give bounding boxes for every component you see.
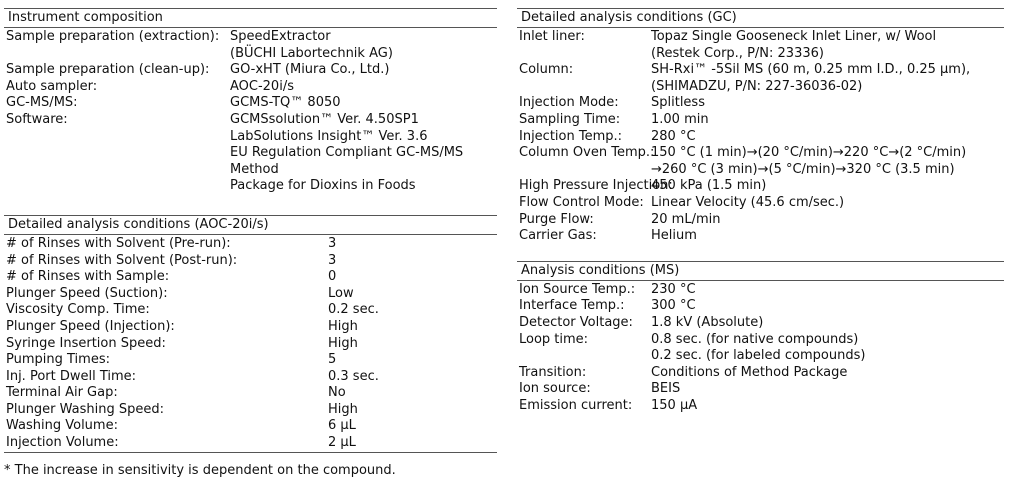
condition-row: [517, 298, 1004, 315]
condition-value-line: Low: [328, 285, 354, 301]
condition-value: [230, 79, 497, 96]
condition-row: [4, 369, 497, 386]
condition-value-line: 300 °C: [651, 298, 696, 314]
condition-value: [651, 332, 1004, 365]
condition-label: Column Oven Temp.:: [519, 145, 655, 161]
condition-row: [517, 212, 1004, 229]
condition-value-line: EU Regulation Compliant GC-MS/MS: [230, 145, 464, 161]
condition-label: Injection Volume:: [6, 435, 119, 451]
condition-value: [651, 112, 1004, 129]
condition-label: Interface Temp.:: [519, 298, 625, 314]
condition-label: Plunger Washing Speed:: [6, 401, 165, 417]
condition-row: [4, 352, 497, 369]
condition-row: [517, 398, 1004, 415]
condition-label: Pumping Times:: [6, 352, 110, 368]
condition-value-line: LabSolutions Insight™ Ver. 3.6: [230, 128, 428, 144]
condition-row: [4, 418, 497, 435]
ms-conditions-section: [517, 261, 1004, 415]
condition-row: [4, 385, 497, 402]
condition-row: [4, 236, 497, 253]
condition-label: GC-MS/MS:: [6, 95, 78, 111]
condition-row: [517, 145, 1004, 178]
condition-value: [651, 298, 1004, 315]
condition-value: [651, 178, 1004, 195]
condition-value: [328, 352, 497, 369]
condition-row: [517, 315, 1004, 332]
condition-value-line: 1.00 min: [651, 111, 709, 127]
condition-value: [651, 62, 1004, 95]
condition-row: [4, 286, 497, 303]
condition-label: Column:: [519, 62, 574, 78]
condition-value: [651, 29, 1004, 62]
instrument-composition-section: [4, 8, 497, 195]
condition-row: [4, 336, 497, 353]
condition-label: Terminal Air Gap:: [6, 385, 118, 401]
condition-value: [328, 418, 497, 435]
condition-label: Sample preparation (extraction):: [6, 29, 220, 44]
condition-value-line: No: [328, 385, 346, 401]
condition-value-line: Helium: [651, 228, 697, 244]
condition-value: [328, 319, 497, 336]
condition-row: [4, 95, 497, 112]
condition-value: [651, 365, 1004, 382]
condition-value-line: GCMSsolution™ Ver. 4.50SP1: [230, 111, 419, 127]
condition-value: [230, 112, 497, 195]
condition-value-line: High: [328, 401, 358, 417]
condition-value: [328, 302, 497, 319]
condition-value: [230, 29, 497, 62]
condition-label: Plunger Speed (Suction):: [6, 285, 168, 301]
condition-label: Purge Flow:: [519, 211, 594, 227]
condition-value: [651, 381, 1004, 398]
condition-value-line: Topaz Single Gooseneck Inlet Liner, w/ Wool: [651, 29, 937, 44]
condition-value-line: Linear Velocity (45.6 cm/sec.): [651, 194, 845, 210]
section-title: Detailed analysis conditions (GC): [517, 8, 1004, 28]
condition-value: [328, 336, 497, 353]
condition-label: Detector Voltage:: [519, 314, 633, 330]
condition-value: [651, 398, 1004, 415]
condition-label: # of Rinses with Solvent (Post-run):: [6, 252, 238, 268]
condition-value-line: 450 kPa (1.5 min): [651, 178, 767, 194]
condition-row: [4, 319, 497, 336]
condition-value-line: Conditions of Method Package: [651, 364, 848, 380]
condition-label: Emission current:: [519, 397, 633, 413]
condition-value-line: 3: [328, 235, 337, 251]
condition-row: [4, 253, 497, 270]
condition-row: [517, 129, 1004, 146]
condition-label: Viscosity Comp. Time:: [6, 302, 150, 318]
condition-value-line: SH-Rxi™ -5Sil MS (60 m, 0.25 mm I.D., 0.25 µm),: [651, 62, 971, 78]
condition-label: Washing Volume:: [6, 418, 118, 434]
footnote: * The increase in sensitivity is dependent on the compound.: [4, 463, 396, 478]
condition-label: Injection Temp.:: [519, 128, 623, 144]
condition-row: [517, 282, 1004, 299]
condition-value: [230, 62, 497, 79]
condition-row: [4, 79, 497, 96]
condition-row: [517, 112, 1004, 129]
right-column: [517, 8, 1004, 414]
condition-value-line: 150 µA: [651, 397, 698, 413]
condition-label: Inlet liner:: [519, 29, 585, 44]
condition-value-line: 3: [328, 252, 337, 268]
condition-label: Auto sampler:: [6, 78, 98, 94]
condition-row: [517, 178, 1004, 195]
condition-value-line: 1.8 kV (Absolute): [651, 314, 764, 330]
condition-label: # of Rinses with Sample:: [6, 269, 170, 285]
condition-value: [328, 402, 497, 419]
condition-value-line: (SHIMADZU, P/N: 227-36036-02): [651, 78, 863, 94]
condition-value: [328, 269, 497, 286]
condition-value-line: 0: [328, 269, 337, 285]
condition-value: [651, 195, 1004, 212]
instrument-rows: [4, 28, 497, 195]
left-column: [4, 8, 497, 453]
condition-row: [517, 365, 1004, 382]
condition-value: [651, 228, 1004, 245]
condition-value: [328, 253, 497, 270]
condition-value-line: GO-xHT (Miura Co., Ltd.): [230, 62, 390, 78]
condition-label: Flow Control Mode:: [519, 194, 644, 210]
condition-value-line: 20 mL/min: [651, 211, 721, 227]
condition-row: [4, 269, 497, 286]
section-title: Analysis conditions (MS): [517, 261, 1004, 281]
condition-row: [4, 402, 497, 419]
condition-value-line: 150 °C (1 min)→(20 °C/min)→220 °C→(2 °C/min): [651, 145, 967, 161]
condition-value-line: Package for Dioxins in Foods: [230, 178, 416, 194]
condition-value: [651, 95, 1004, 112]
aoc-conditions-section: [4, 215, 497, 453]
condition-row: [4, 435, 497, 452]
condition-label: Transition:: [519, 364, 587, 380]
condition-value-line: 0.2 sec. (for labeled compounds): [651, 348, 866, 364]
condition-label: Sampling Time:: [519, 111, 621, 127]
condition-value-line: High: [328, 318, 358, 334]
condition-value-line: 5: [328, 352, 337, 368]
condition-label: Inj. Port Dwell Time:: [6, 368, 137, 384]
condition-value: [651, 145, 1004, 178]
condition-value-line: 0.3 sec.: [328, 368, 379, 384]
condition-label: Plunger Speed (Injection):: [6, 318, 175, 334]
condition-value-line: High: [328, 335, 358, 351]
condition-label: Ion Source Temp.:: [519, 281, 636, 297]
condition-row: [4, 302, 497, 319]
condition-value: [328, 236, 497, 253]
condition-value: [651, 315, 1004, 332]
condition-value-line: 0.2 sec.: [328, 302, 379, 318]
condition-label: Sample preparation (clean-up):: [6, 62, 210, 78]
condition-label: Loop time:: [519, 331, 589, 347]
condition-label: Software:: [6, 111, 68, 127]
condition-value-line: 230 °C: [651, 281, 696, 297]
condition-value: [328, 286, 497, 303]
condition-label: Injection Mode:: [519, 95, 619, 111]
condition-row: [4, 62, 497, 79]
ms-rows: [517, 281, 1004, 415]
section-title: Detailed analysis conditions (AOC-20i/s): [4, 215, 497, 235]
condition-row: [517, 381, 1004, 398]
aoc-rows: [4, 235, 497, 453]
condition-value-line: 280 °C: [651, 128, 696, 144]
condition-row: [4, 112, 497, 195]
condition-value-line: →260 °C (3 min)→(5 °C/min)→320 °C (3.5 min): [651, 161, 955, 177]
condition-value-line: 0.8 sec. (for native compounds): [651, 331, 859, 347]
condition-row: [4, 29, 497, 62]
condition-value-line: Splitless: [651, 95, 705, 111]
condition-label: Ion source:: [519, 381, 591, 397]
condition-value-line: SpeedExtractor: [230, 29, 331, 44]
condition-value-line: 2 µL: [328, 435, 356, 451]
condition-row: [517, 62, 1004, 95]
condition-value: [328, 369, 497, 386]
condition-value-line: (Restek Corp., P/N: 23336): [651, 45, 824, 61]
condition-value: [328, 385, 497, 402]
condition-value: [651, 282, 1004, 299]
condition-value-line: GCMS-TQ™ 8050: [230, 95, 341, 111]
condition-label: Carrier Gas:: [519, 228, 597, 244]
condition-row: [517, 195, 1004, 212]
condition-label: # of Rinses with Solvent (Pre-run):: [6, 235, 231, 251]
condition-value-line: Method: [230, 161, 279, 177]
condition-row: [517, 332, 1004, 365]
condition-value: [230, 95, 497, 112]
condition-label: Syringe Insertion Speed:: [6, 335, 166, 351]
condition-row: [517, 228, 1004, 245]
condition-value-line: (BÜCHI Labortechnik AG): [230, 45, 393, 61]
gc-conditions-section: [517, 8, 1004, 245]
condition-value-line: AOC-20i/s: [230, 78, 294, 94]
condition-value-line: 6 µL: [328, 418, 356, 434]
gc-rows: [517, 28, 1004, 245]
section-title: Instrument composition: [4, 8, 497, 28]
condition-value-line: BEIS: [651, 381, 681, 397]
condition-label: High Pressure Injection:: [519, 178, 673, 194]
condition-value: [651, 212, 1004, 229]
condition-row: [517, 29, 1004, 62]
condition-row: [517, 95, 1004, 112]
condition-value: [328, 435, 497, 452]
condition-value: [651, 129, 1004, 146]
